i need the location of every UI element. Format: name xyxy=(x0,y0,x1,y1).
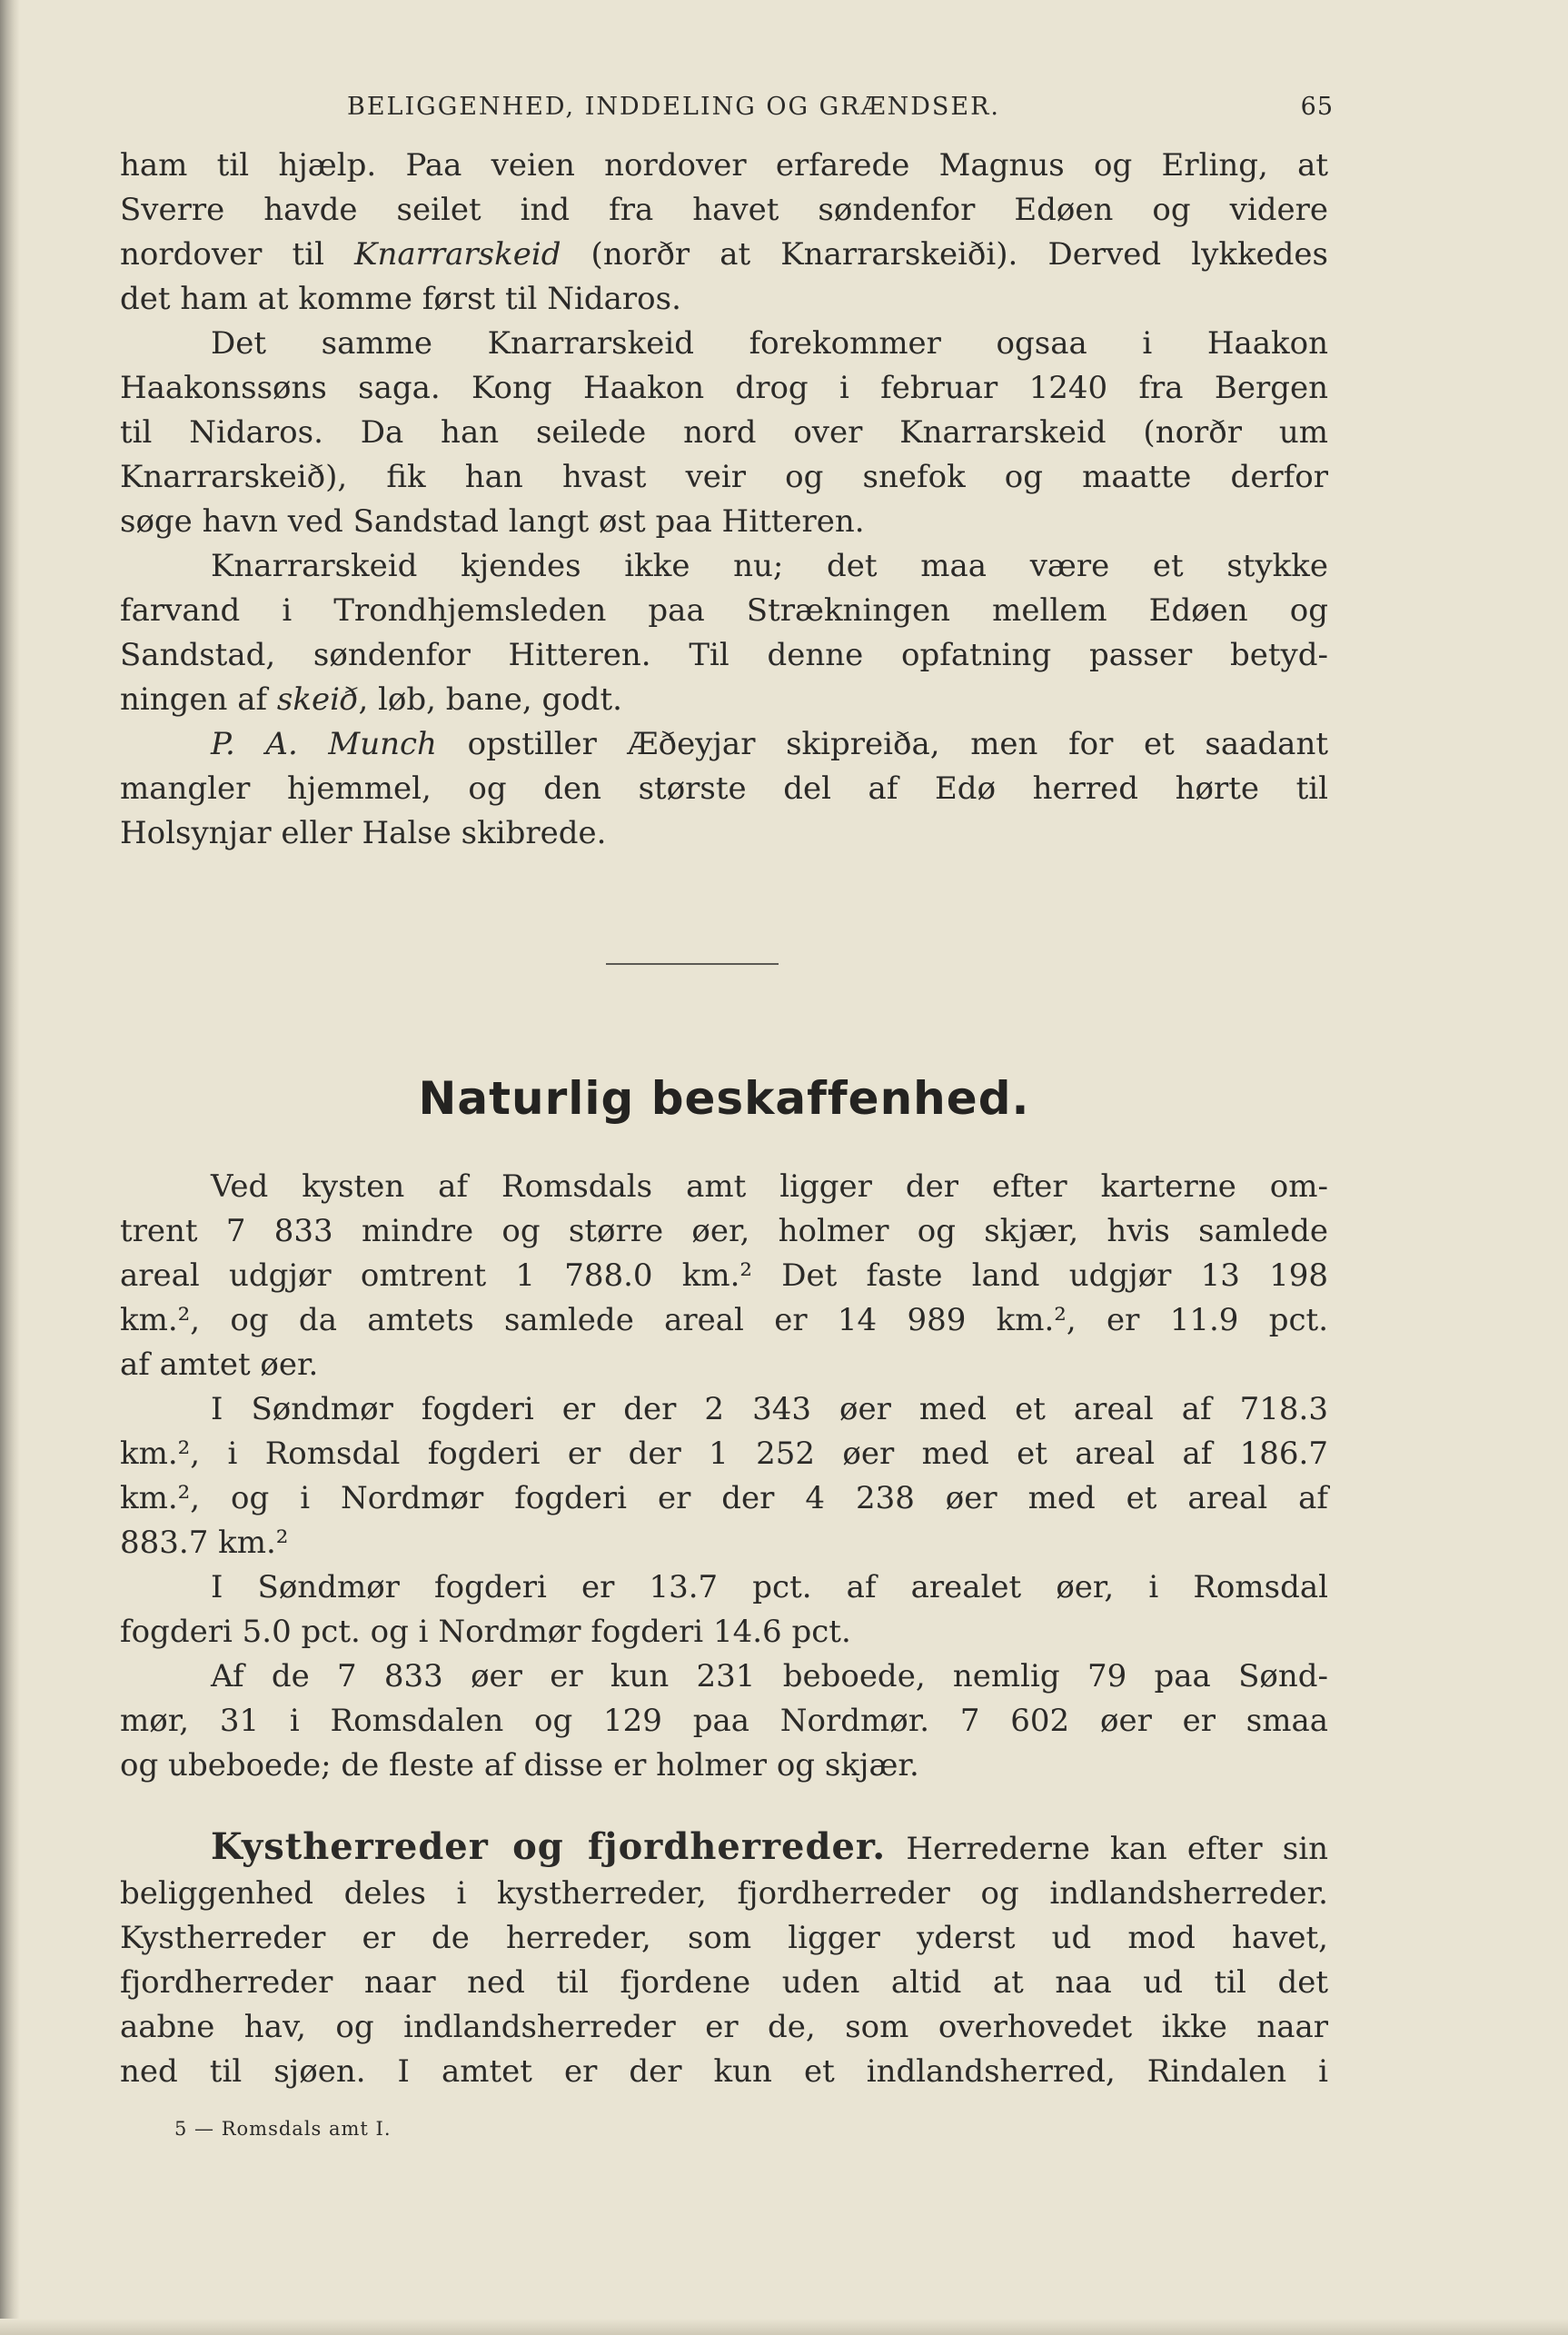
page-number: 65 xyxy=(1300,93,1334,121)
text-line: km.², i Romsdal fogderi er der 1 252 øer med et areal af 186.7 xyxy=(120,1436,1328,1472)
text-line: P. A. Munch opstiller Æðeyjar skipreiða, men for et saadant xyxy=(211,726,1329,762)
text-line: til Nidaros. Da han seilede nord over Knarrarskeid (norðr um xyxy=(120,414,1328,451)
text-line: Ved kysten af Romsdals amt ligger der efter karterne om- xyxy=(211,1168,1328,1205)
author-name: P. A. Munch xyxy=(211,726,437,762)
section-heading: Naturlig beskaffenhed. xyxy=(418,1072,1030,1125)
text-line: af amtet øer. xyxy=(120,1346,319,1383)
section-kystherreder xyxy=(120,1824,1328,2094)
text-line: Det samme Knarrarskeid forekommer ogsaa i Haakon xyxy=(211,325,1328,362)
text-line: farvand i Trondhjemsleden paa Strækningen mellem Edøen og xyxy=(120,592,1328,629)
text-line: trent 7 833 mindre og større øer, holmer og skjær, hvis samlede xyxy=(120,1213,1328,1249)
text-line: Af de 7 833 øer er kun 231 beboede, nemlig 79 paa Sønd- xyxy=(211,1658,1328,1694)
text-line: nordover til Knarrarskeid (norðr at Knarrarskeiði). Derved lykkedes xyxy=(120,236,1329,273)
scan-edge-bottom xyxy=(0,2319,1568,2335)
running-head xyxy=(120,87,1334,133)
text-line: km.², og da amtets samlede areal er 14 989 km.², er 11.9 pct. xyxy=(120,1302,1328,1338)
text-line: ningen af skeið, løb, bane, godt. xyxy=(120,681,622,718)
text-line: Sverre havde seilet ind fra havet søndenfor Edøen og videre xyxy=(120,192,1328,228)
text-line: aabne hav, og indlandsherreder er de, som overhovedet ikke naar xyxy=(120,2009,1328,2045)
text-line: mangler hjemmel, og den største del af Edø herred hørte til xyxy=(120,770,1328,807)
running-head-title: BELIGGENHED, INDDELING OG GRÆNDSER. xyxy=(347,93,1000,121)
text-line: mør, 31 i Romsdalen og 129 paa Nordmør. 7 602 øer er smaa xyxy=(120,1703,1328,1739)
section-knarrarskeid xyxy=(120,144,1328,856)
text-line: søge havn ved Sandstad langt øst paa Hitteren. xyxy=(120,503,865,540)
text-line: areal udgjør omtrent 1 788.0 km.² Det faste land udgjør 13 198 xyxy=(120,1257,1328,1294)
text-line: km.², og i Nordmør fogderi er der 4 238 øer med et areal af xyxy=(120,1480,1328,1516)
run-in-heading: Kystherreder og fjordherreder. xyxy=(211,1825,887,1868)
italic-term: skeið xyxy=(276,681,359,718)
text-line: Knarrarskeid kjendes ikke nu; det maa være et stykke xyxy=(211,548,1328,584)
text-line: I Søndmør fogderi er 13.7 pct. af arealet øer, i Romsdal xyxy=(211,1569,1328,1605)
scan-edge-left xyxy=(0,0,20,2335)
text-line: Knarrarskeið), fik han hvast veir og snefok og maatte derfor xyxy=(120,459,1328,495)
italic-term: Knarrarskeid xyxy=(354,236,561,273)
text-line: I Søndmør fogderi er der 2 343 øer med et areal af 718.3 xyxy=(211,1391,1328,1427)
text-line: det ham at komme først til Nidaros. xyxy=(120,281,681,317)
text-line: Haakonssøns saga. Kong Haakon drog i februar 1240 fra Bergen xyxy=(120,370,1328,406)
text-line: Kystherreder og fjordherreder. Herrederne kan efter sin xyxy=(211,1825,1328,1868)
book-page xyxy=(120,87,1334,2140)
text-line: Sandstad, søndenfor Hitteren. Til denne opfatning passer betyd- xyxy=(120,637,1328,673)
signature-mark: 5 — Romsdals amt I. xyxy=(174,2118,392,2140)
section-divider xyxy=(606,963,779,965)
text-line: beliggenhed deles i kystherreder, fjordherreder og indlandsherreder. xyxy=(120,1875,1328,1912)
section-naturlig-beskaffenhed xyxy=(120,1165,1328,1788)
text-line: ham til hjælp. Paa veien nordover erfarede Magnus og Erling, at xyxy=(120,147,1328,184)
text-line: fogderi 5.0 pct. og i Nordmør fogderi 14.6 pct. xyxy=(120,1614,851,1650)
text-line: fjordherreder naar ned til fjordene uden altid at naa ud til det xyxy=(120,1964,1328,2001)
text-line: ned til sjøen. I amtet er der kun et indlandsherred, Rindalen i xyxy=(120,2053,1328,2090)
text-line: Kystherreder er de herreder, som ligger yderst ud mod havet, xyxy=(120,1920,1328,1956)
text-line: 883.7 km.² xyxy=(120,1525,289,1561)
text-line: og ubeboede; de fleste af disse er holmer og skjær. xyxy=(120,1747,919,1784)
text-line: Holsynjar eller Halse skibrede. xyxy=(120,815,607,851)
